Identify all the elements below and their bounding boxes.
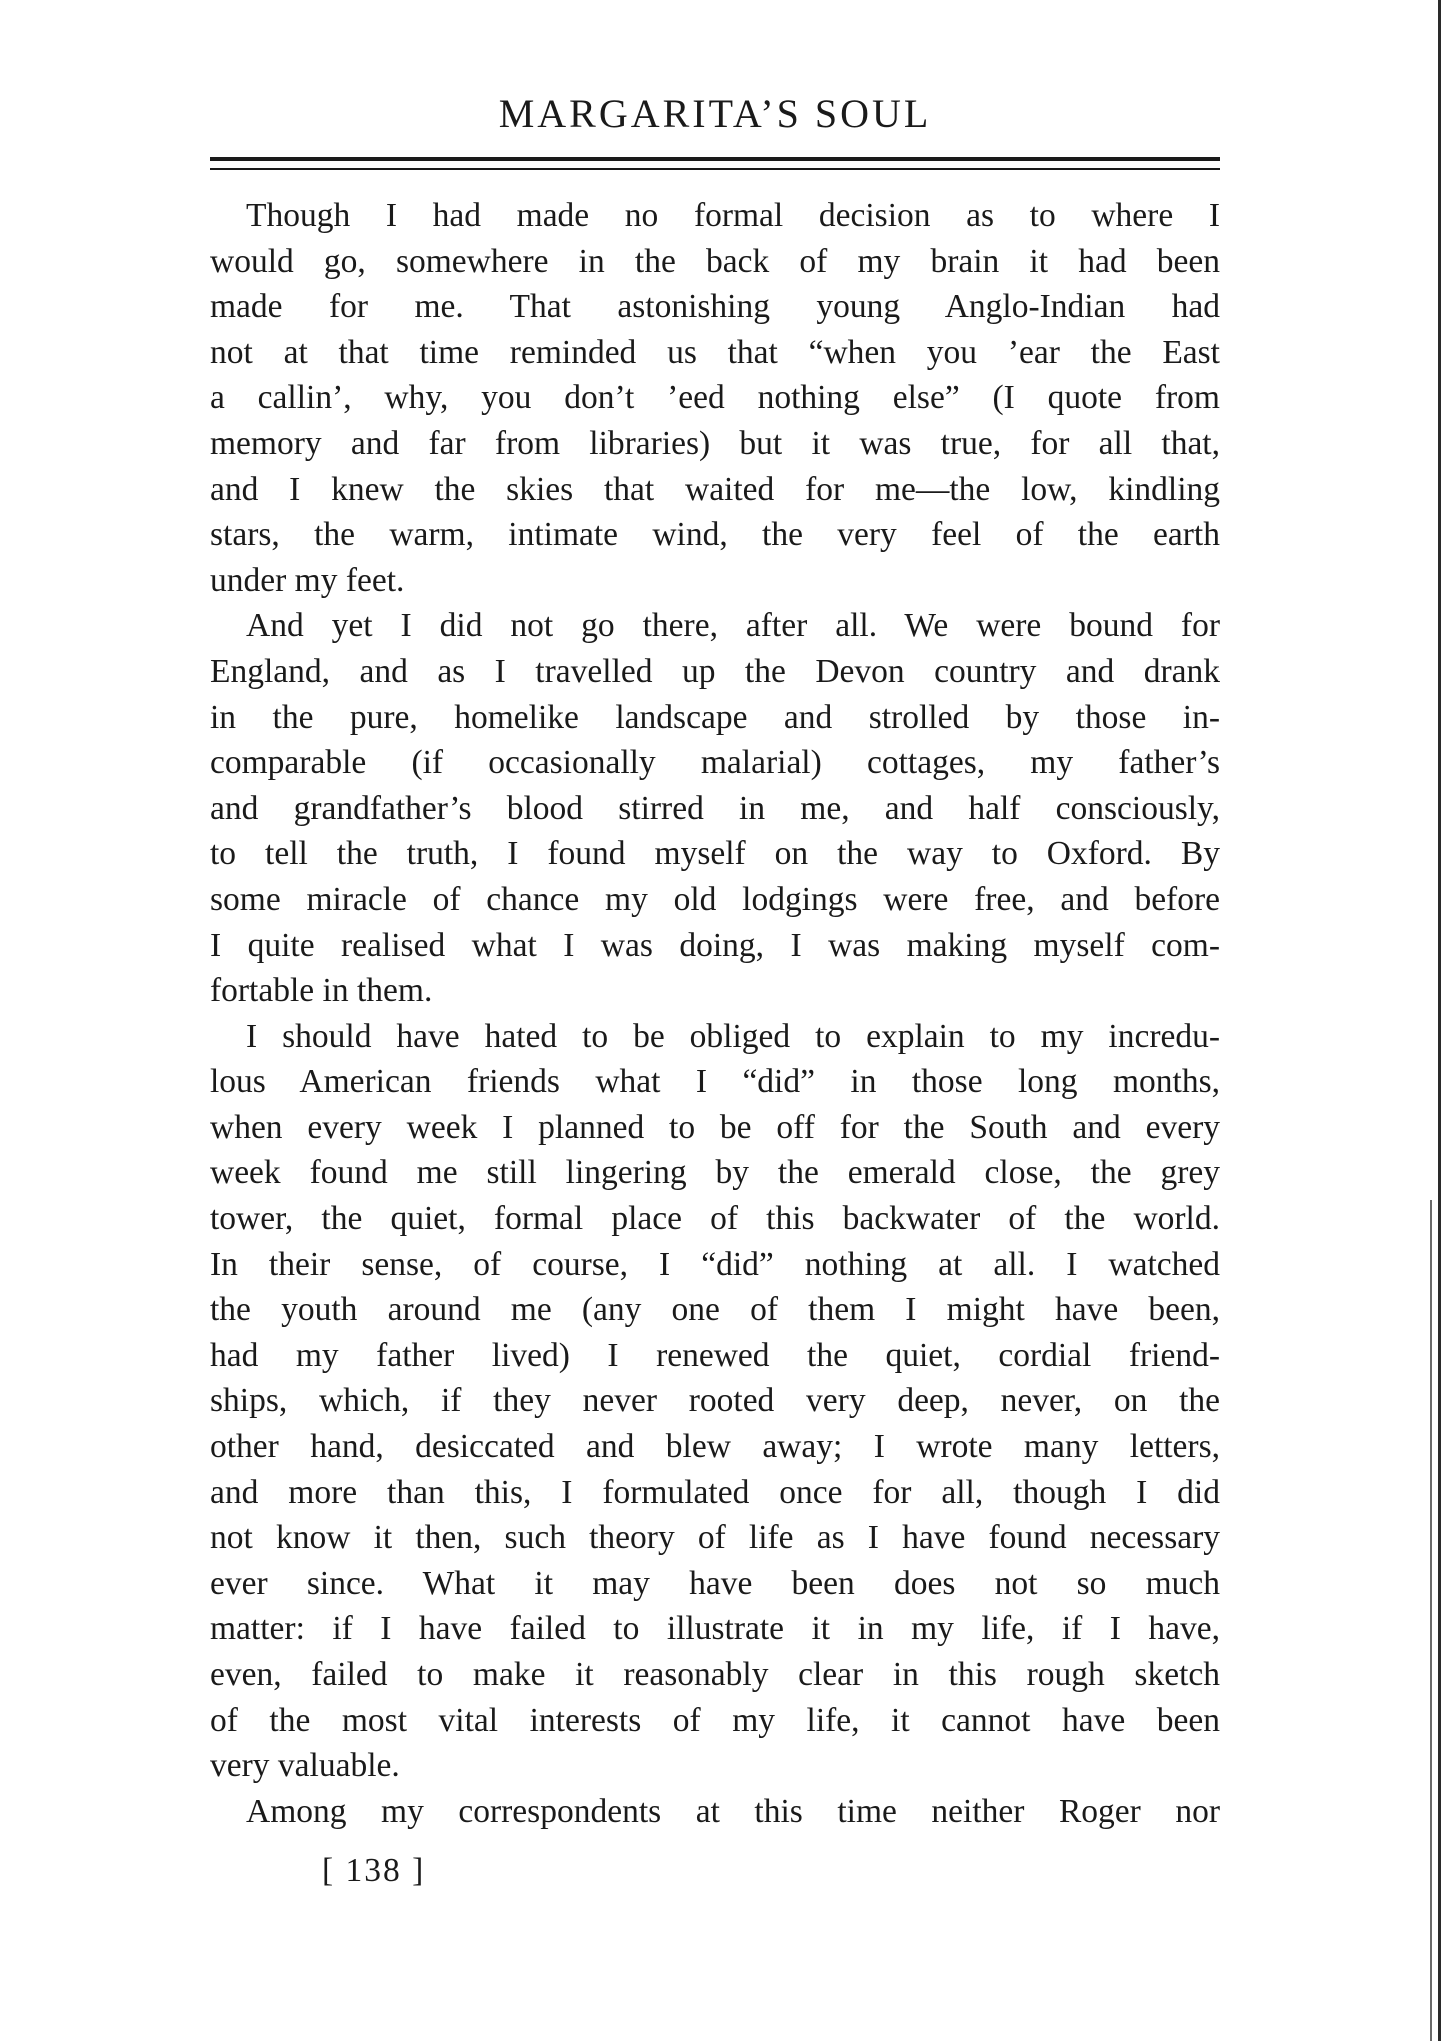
text-line: had my father lived) I renewed the quiet, cordial friend- bbox=[210, 1336, 1220, 1374]
text-line: memory and far from libraries) but it was true, for all that, bbox=[210, 424, 1220, 462]
text-line: week found me still lingering by the emerald close, the grey bbox=[210, 1154, 1220, 1192]
paragraph bbox=[210, 1789, 1220, 1835]
text-line: other hand, desiccated and blew away; I wrote many letters, bbox=[210, 1428, 1220, 1466]
body-text bbox=[210, 193, 1220, 1834]
text-line: when every week I planned to be off for the South and every bbox=[210, 1108, 1220, 1146]
header-rule-thick bbox=[210, 157, 1220, 161]
text-line: ever since. What it may have been does not so much bbox=[210, 1564, 1220, 1602]
text-line: and I knew the skies that waited for me—the low, kindling bbox=[210, 470, 1220, 508]
text-line: stars, the warm, intimate wind, the very feel of the earth bbox=[210, 516, 1220, 554]
text-line: lous American friends what I “did” in those long months, bbox=[210, 1063, 1220, 1101]
text-line: not know it then, such theory of life as I have found necessary bbox=[210, 1519, 1220, 1557]
page-number: [ 138 ] bbox=[322, 1852, 426, 1889]
text-line: England, and as I travelled up the Devon country and drank bbox=[210, 652, 1220, 690]
text-line: even, failed to make it reasonably clear in this rough sketch bbox=[210, 1656, 1220, 1693]
text-line: the youth around me (any one of them I might have been, bbox=[210, 1291, 1220, 1329]
text-line: and more than this, I formulated once for all, though I did bbox=[210, 1473, 1220, 1511]
paragraph bbox=[210, 1014, 1220, 1789]
text-line: tower, the quiet, formal place of this backwater of the world. bbox=[210, 1200, 1220, 1238]
paragraph bbox=[210, 603, 1220, 1013]
text-line: made for me. That astonishing young Anglo-Indian had bbox=[210, 288, 1220, 326]
text-line: some miracle of chance my old lodgings were free, and before bbox=[210, 880, 1220, 918]
text-line: and grandfather’s blood stirred in me, and half consciously, bbox=[210, 789, 1220, 827]
text-line: fortable in them. bbox=[210, 972, 433, 1010]
text-line: I quite realised what I was doing, I was making myself com- bbox=[210, 926, 1220, 964]
running-head: MARGARITA’S SOUL bbox=[498, 91, 932, 136]
binding-edge bbox=[1438, 0, 1441, 2041]
text-line: very valuable. bbox=[210, 1747, 400, 1785]
text-line: would go, somewhere in the back of my brain it had been bbox=[210, 242, 1220, 280]
header-rule-thin bbox=[210, 168, 1220, 170]
text-line: comparable (if occasionally malarial) cottages, my father’s bbox=[210, 744, 1220, 782]
paragraph bbox=[210, 193, 1220, 603]
text-line: Though I had made no formal decision as to where I bbox=[246, 197, 1220, 234]
text-line: to tell the truth, I found myself on the way to Oxford. By bbox=[210, 835, 1220, 873]
text-line: And yet I did not go there, after all. We were bound for bbox=[246, 607, 1220, 645]
text-line: a callin’, why, you don’t ’eed nothing else” (I quote from bbox=[210, 379, 1220, 417]
text-line: not at that time reminded us that “when you ’ear the East bbox=[210, 333, 1220, 371]
text-line: of the most vital interests of my life, it cannot have been bbox=[210, 1701, 1220, 1739]
text-line: I should have hated to be obliged to explain to my incredu- bbox=[246, 1017, 1220, 1055]
binding-shadow bbox=[1430, 1200, 1432, 2041]
text-line: ships, which, if they never rooted very deep, never, on the bbox=[210, 1382, 1220, 1420]
text-line: under my feet. bbox=[210, 561, 405, 599]
text-line: Among my correspondents at this time neither Roger nor bbox=[246, 1792, 1220, 1830]
text-line: in the pure, homelike landscape and strolled by those in- bbox=[210, 698, 1220, 736]
text-line: matter: if I have failed to illustrate it in my life, if I have, bbox=[210, 1610, 1220, 1648]
text-line: In their sense, of course, I “did” nothing at all. I watched bbox=[210, 1245, 1220, 1283]
